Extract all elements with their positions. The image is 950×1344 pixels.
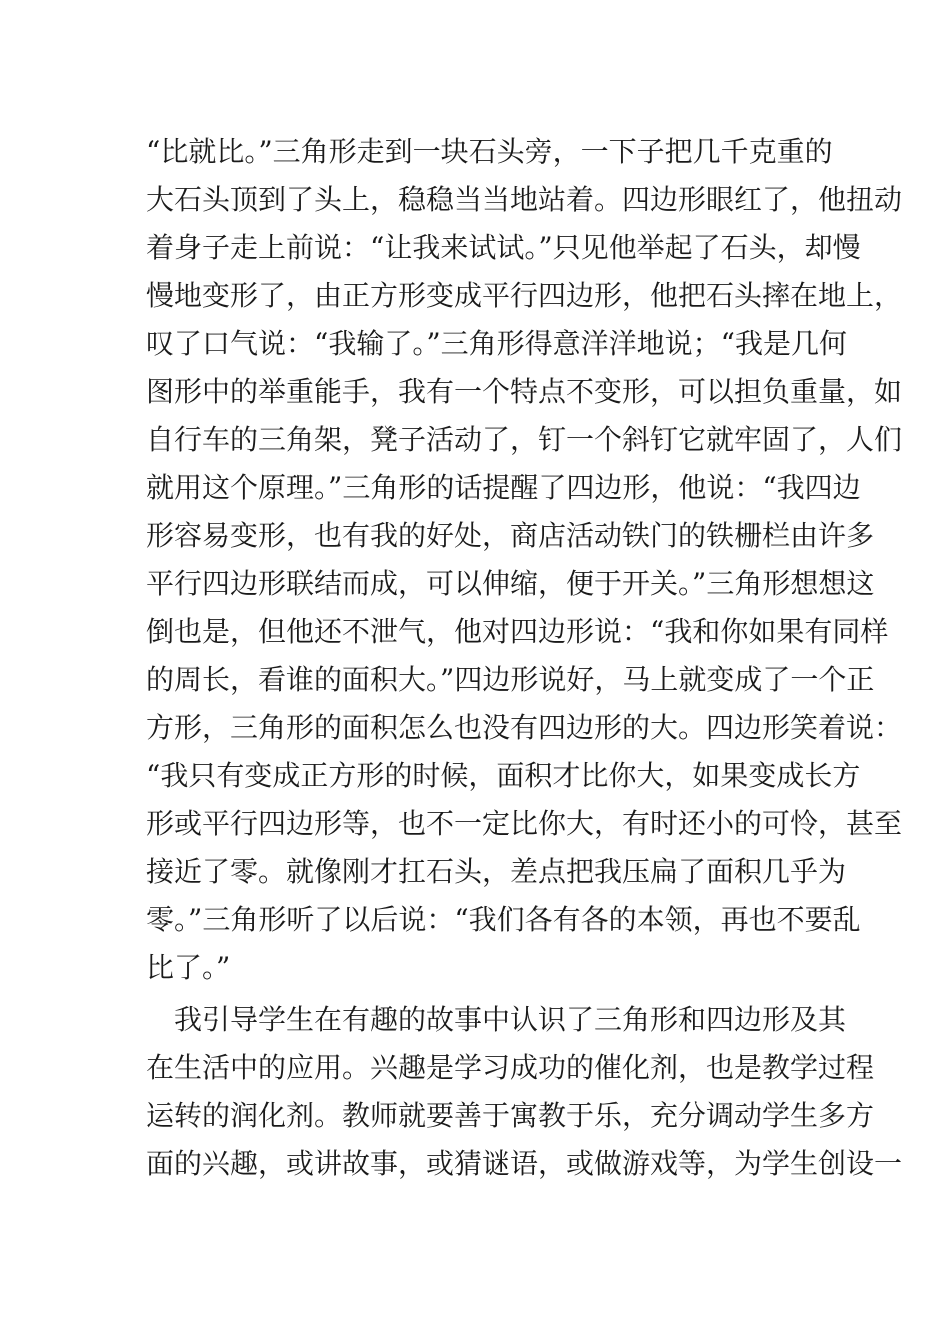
text-line: 慢地变形了，由正方形变成平行四边形，他把石头摔在地上， [146,279,903,312]
text-line: 大石头顶到了头上，稳稳当当地站着。四边形眼红了，他扭动 [146,183,903,216]
text-line: 倒也是，但他还不泄气，他对四边形说：“我和你如果有同样 [146,615,889,648]
text-line: 接近了零。就像刚才扛石头，差点把我压扁了面积几乎为 [146,855,847,888]
text-line: 形或平行四边形等，也不一定比你大，有时还小的可怜，甚至 [146,807,903,840]
text-line: 零。”三角形听了以后说：“我们各有各的本领，再也不要乱 [146,903,861,936]
text-line: 图形中的举重能手，我有一个特点不变形，可以担负重量，如 [146,375,903,408]
text-line: 比了。” [146,951,231,984]
text-line: 方形，三角形的面积怎么也没有四边形的大。四边形笑着说： [146,711,903,744]
text-line: 着身子走上前说：“让我来试试。”只见他举起了石头，却慢 [146,231,861,264]
story-paragraph [146,128,903,992]
text-line: “我只有变成正方形的时候，面积才比你大，如果变成长方 [146,759,861,792]
text-line: 的周长，看谁的面积大。”四边形说好，马上就变成了一个正 [146,663,875,696]
text-line: 就用这个原理。”三角形的话提醒了四边形，他说：“我四边 [146,471,861,504]
text-line: 平行四边形联结而成，可以伸缩，便于开关。”三角形想想这 [146,567,875,600]
text-line: 叹了口气说：“我输了。”三角形得意洋洋地说；“我是几何 [146,327,847,360]
text-line: 面的兴趣，或讲故事，或猜谜语，或做游戏等，为学生创设一 [146,1147,903,1180]
document-body [146,128,903,1188]
text-line: 在生活中的应用。兴趣是学习成功的催化剂，也是教学过程 [146,1051,875,1084]
text-line: “比就比。”三角形走到一块石头旁，一下子把几千克重的 [146,135,833,168]
text-line: 我引导学生在有趣的故事中认识了三角形和四边形及其 [174,1003,847,1036]
text-line: 形容易变形，也有我的好处，商店活动铁门的铁栅栏由许多 [146,519,875,552]
text-line: 运转的润化剂。教师就要善于寓教于乐，充分调动学生多方 [146,1099,875,1132]
commentary-paragraph [146,996,903,1188]
text-line: 自行车的三角架，凳子活动了，钉一个斜钉它就牢固了，人们 [146,423,903,456]
